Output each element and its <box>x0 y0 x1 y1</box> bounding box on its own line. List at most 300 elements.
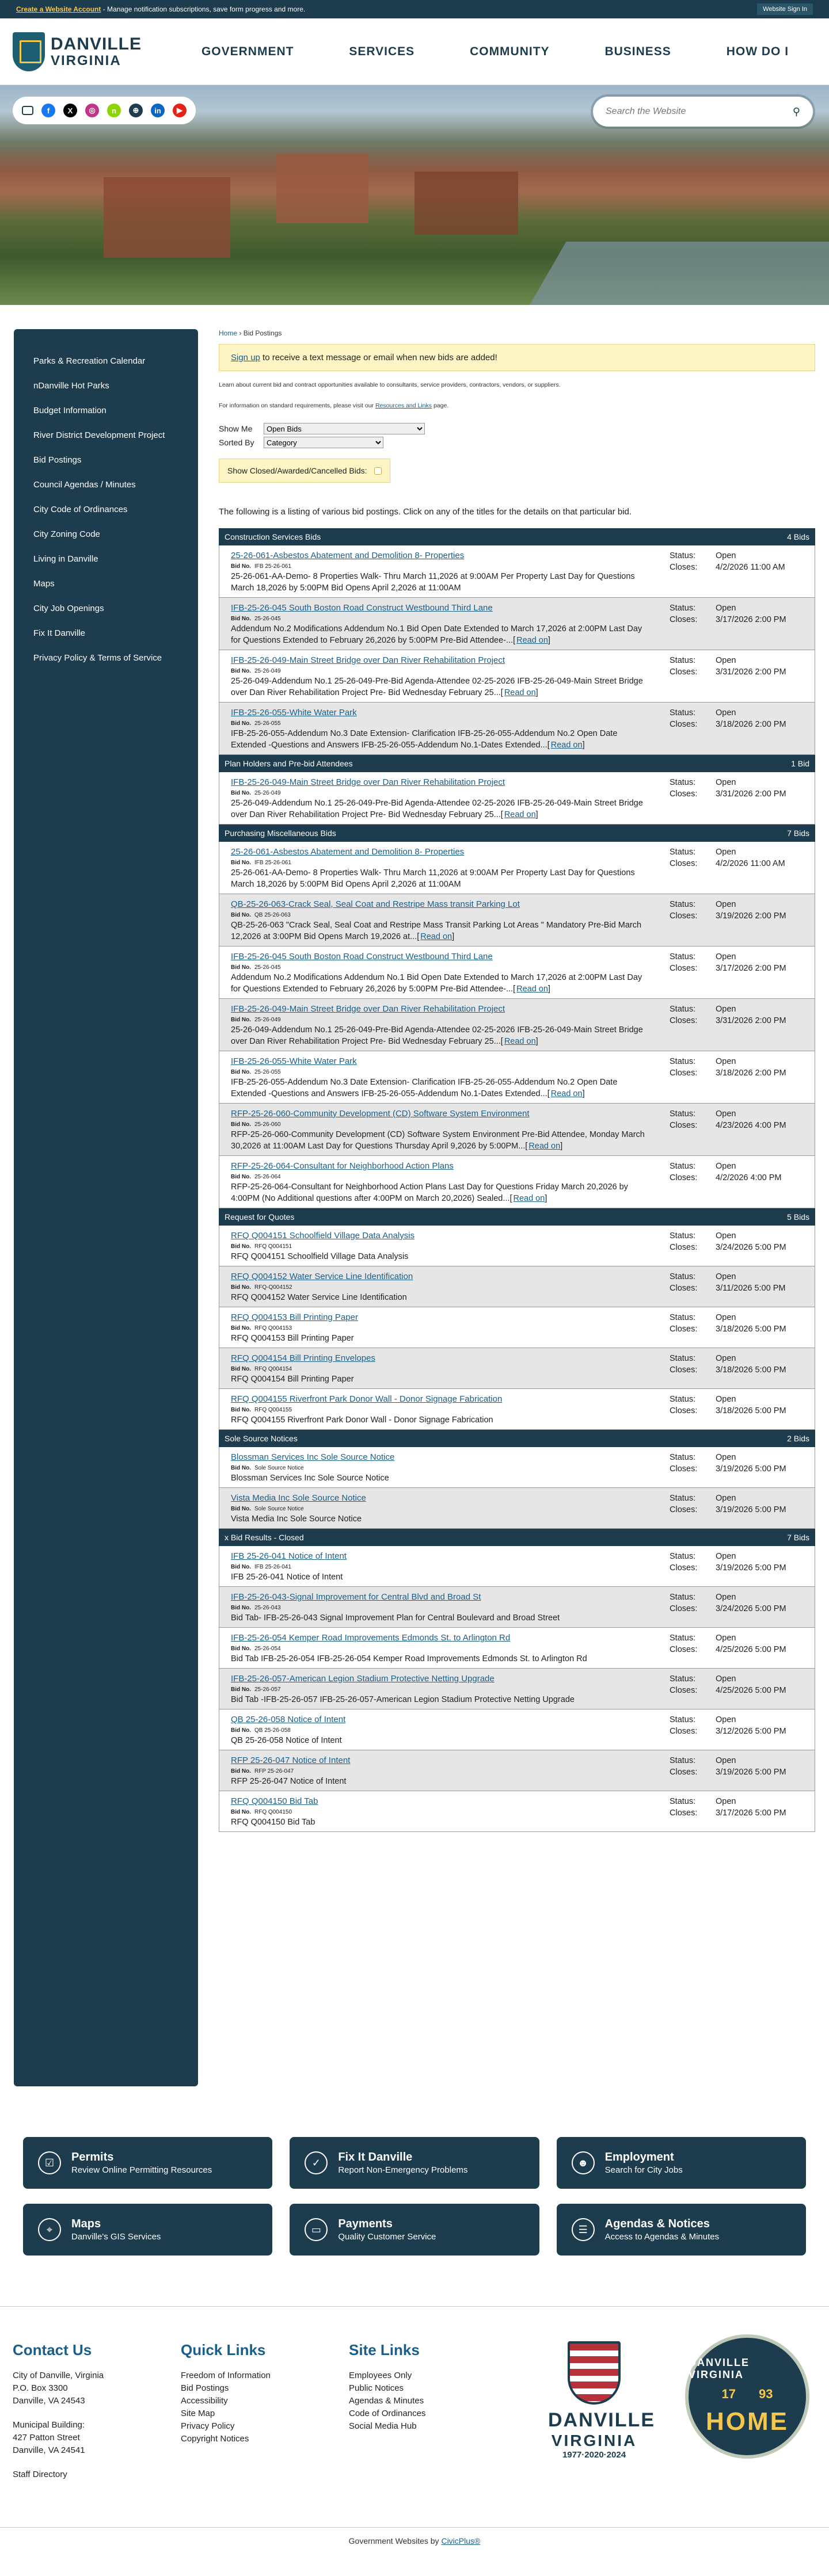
quick-link[interactable]: Accessibility <box>181 2396 228 2406</box>
bid-status <box>670 1271 808 1303</box>
quick-link[interactable]: Site Map <box>181 2409 215 2418</box>
filters <box>219 423 815 448</box>
closes-label: Closes: <box>670 667 698 677</box>
sidebar-item[interactable]: nDanville Hot Parks <box>33 381 109 391</box>
bid-description-text: IFB-25-26-055-Addendum No.3 Date Extension- Clarification IFB-25-26-055-Addendum No.2 Open Date Extended -Questions and Answers IFB-25-26-055-Addendum No.1-Dates Extended... <box>231 1078 618 1098</box>
bid-row <box>219 1669 815 1709</box>
bid-title-link[interactable]: IFB-25-26-043-Signal Improvement for Central Blvd and Broad St <box>231 1592 481 1602</box>
main-navigation <box>174 45 816 59</box>
home-seal-year1: 17 <box>721 2387 736 2401</box>
closes-value: 3/18/2026 2:00 PM <box>716 1068 786 1078</box>
bid-number-label: Bid No. <box>231 1506 251 1512</box>
permits-card[interactable] <box>23 2137 272 2189</box>
breadcrumb: Home › Bid Postings <box>219 329 282 337</box>
bid-row <box>219 1447 815 1488</box>
sidebar-item[interactable]: Bid Postings <box>33 455 82 465</box>
bid-description <box>231 1333 651 1344</box>
bid-title-link[interactable]: IFB-25-26-055-White Water Park <box>231 1056 357 1066</box>
payments-card[interactable] <box>290 2204 539 2256</box>
status-value: Open <box>716 1674 736 1684</box>
closes-label: Closes: <box>670 1768 698 1777</box>
bid-row <box>219 1307 815 1348</box>
bid-title-link[interactable]: RFP-25-26-064-Consultant for Neighborhood Action Plans <box>231 1161 454 1171</box>
closes-value: 4/2/2026 4:00 PM <box>716 1173 782 1182</box>
hero-building <box>276 154 368 223</box>
bid-number-label: Bid No. <box>231 1284 251 1291</box>
status-label: Status: <box>670 1057 696 1066</box>
status-label: Status: <box>670 1756 696 1765</box>
bid-title-link[interactable]: RFP-25-26-060-Community Development (CD) Software System Environment <box>231 1109 530 1119</box>
search-icon[interactable]: ⚲ <box>792 105 800 117</box>
bid-title-link[interactable]: RFP 25-26-047 Notice of Intent <box>231 1756 351 1765</box>
status-label: Status: <box>670 1494 696 1503</box>
bid-number-label: Bid No. <box>231 790 251 796</box>
sidebar-item[interactable]: Budget Information <box>33 406 107 415</box>
seal-years: 1977·2020·2024 <box>562 2450 626 2460</box>
bid-number <box>231 1069 651 1075</box>
closes-value: 3/18/2026 2:00 PM <box>716 720 786 729</box>
card-title: Employment <box>604 2151 674 2163</box>
status-label: Status: <box>670 1313 696 1322</box>
bid-description <box>231 1694 651 1705</box>
bid-number <box>231 1121 651 1128</box>
bid-category <box>219 528 815 755</box>
bid-title-link[interactable]: RFQ Q004152 Water Service Line Identification <box>231 1272 413 1281</box>
read-on-link[interactable]: Read on <box>516 636 548 645</box>
bid-status <box>670 899 808 942</box>
youtube-icon[interactable]: ▶ <box>173 104 187 117</box>
bid-row <box>219 1156 815 1208</box>
closes-value: 3/31/2026 2:00 PM <box>716 667 786 677</box>
bid-number-label: Bid No. <box>231 1174 251 1180</box>
bid-title-link[interactable]: IFB-25-26-049-Main Street Bridge over Dan River Rehabilitation Project <box>231 777 505 787</box>
show-closed-toggle <box>219 459 390 483</box>
bid-number-label: Bid No. <box>231 964 251 971</box>
fix-it-danville-card[interactable] <box>290 2137 539 2189</box>
bid-number <box>231 1686 651 1693</box>
bid-description-text: RFQ Q004155 Riverfront Park Donor Wall - Donor Signage Fabrication <box>231 1415 493 1425</box>
nav-how-do-i[interactable]: HOW DO I <box>726 44 789 58</box>
bid-title-link[interactable]: RFQ Q004154 Bill Printing Envelopes <box>231 1353 375 1363</box>
bid-description-text: RFP 25-26-047 Notice of Intent <box>231 1777 347 1786</box>
category-name[interactable]: Construction Services Bids <box>225 532 321 541</box>
bid-number-label: Bid No. <box>231 860 251 866</box>
bid-number-value: 25-26-049 <box>254 790 281 796</box>
closes-label: Closes: <box>670 1121 698 1130</box>
bid-number <box>231 720 651 727</box>
bid-number-value: 25-26-043 <box>254 1605 281 1611</box>
sorted-by-label: Sorted By <box>219 438 254 447</box>
bid-title-link[interactable]: QB-25-26-063-Crack Seal, Seal Coat and Restripe Mass transit Parking Lot <box>231 899 520 909</box>
bid-number-label: Bid No. <box>231 1407 251 1413</box>
status-value: Open <box>716 1057 736 1066</box>
listing-intro: The following is a listing of various bid postings. Click on any of the titles for the details on that particular bid. <box>219 507 632 517</box>
sidebar-item[interactable]: Privacy Policy & Terms of Service <box>33 653 162 663</box>
bid-title-link[interactable]: RFQ Q004150 Bid Tab <box>231 1796 318 1806</box>
bid-description-text: IFB-25-26-055-Addendum No.3 Date Extension- Clarification IFB-25-26-055-Addendum No.2 Open Date Extended -Questions and Answers IFB-25-26-055-Addendum No.1-Dates Extended... <box>231 729 618 750</box>
bid-description-text: 25-26-049-Addendum No.1 25-26-049-Pre-Bid Agenda-Attendee 02-25-2026 IFB-25-26-049-Main Street Bridge over Dan River Rehabilitation Project Pre- Bid Wednesday February 25... <box>231 677 643 697</box>
category-header <box>219 825 815 842</box>
intro-small: Learn about current bid and contract opportunities available to consultants, service providers, contractors, vendors, or suppliers. <box>219 381 561 388</box>
bid-number <box>231 1465 651 1471</box>
category-name[interactable]: Plan Holders and Pre-bid Attendees <box>225 759 353 768</box>
bid-row <box>219 1389 815 1430</box>
x-twitter-icon[interactable]: X <box>63 104 77 117</box>
bid-number <box>231 1325 651 1331</box>
bid-number-label: Bid No. <box>231 1564 251 1570</box>
bid-description <box>231 1735 651 1746</box>
bid-number <box>231 1564 651 1570</box>
bid-number <box>231 1605 651 1611</box>
bid-number-label: Bid No. <box>231 1366 251 1372</box>
site-link[interactable]: Code of Ordinances <box>349 2409 426 2418</box>
closes-label: Closes: <box>670 1808 698 1818</box>
read-on-link[interactable]: Read on <box>504 810 536 819</box>
signup-text: to receive a text message or email when new bids are added! <box>260 353 497 362</box>
bid-number-label: Bid No. <box>231 563 251 570</box>
home-seal-top: DANVILLE VIRGINIA <box>689 2357 750 2380</box>
closes-label: Closes: <box>670 911 698 921</box>
signup-link[interactable]: Sign up <box>231 353 260 362</box>
bid-number-label: Bid No. <box>231 1017 251 1023</box>
read-on-link[interactable]: Read on <box>550 1089 583 1098</box>
bid-category <box>219 1208 815 1430</box>
email-icon[interactable] <box>22 106 33 115</box>
sidebar-item[interactable]: City Code of Ordinances <box>33 505 128 514</box>
home-seal-year2: 93 <box>759 2387 773 2401</box>
read-on-link[interactable]: Read on <box>528 1142 561 1151</box>
bid-description: RFP-25-26-060-Community Development (CD) Software System Environment Pre-Bid Attendee, Monday March 30,2026 at 11:00AM Last Day for Questions Thursday April 9,2026 by 5:00PM...[ Read on] <box>231 1130 645 1151</box>
bid-description-text: RFQ Q004154 Bill Printing Paper <box>231 1375 354 1384</box>
closes-label: Closes: <box>670 1727 698 1736</box>
bid-title-link[interactable]: IFB-25-26-049-Main Street Bridge over Dan River Rehabilitation Project <box>231 1004 505 1014</box>
bid-description-text: RFQ Q004150 Bid Tab <box>231 1818 315 1827</box>
status-label: Status: <box>670 604 696 613</box>
status-value: Open <box>716 1162 736 1171</box>
bid-row <box>219 772 815 825</box>
card-subtitle: Search for City Jobs <box>604 2165 683 2175</box>
site-footer <box>0 2306 829 2554</box>
bid-status <box>670 1632 808 1665</box>
bid-number <box>231 1768 651 1774</box>
sidebar-item[interactable]: Council Agendas / Minutes <box>33 480 136 490</box>
requirements-text: For information on standard requirements, please visit our <box>219 402 375 409</box>
bid-title-link[interactable]: RFQ Q004153 Bill Printing Paper <box>231 1312 358 1322</box>
closes-value: 3/24/2026 5:00 PM <box>716 1243 786 1252</box>
bid-number-value: 25-26-054 <box>254 1646 281 1652</box>
bid-title-link[interactable]: 25-26-061-Asbestos Abatement and Demolition 8- Properties <box>231 551 465 560</box>
status-value: Open <box>716 1231 736 1241</box>
bid-description-text: 25-26-061-AA-Demo- 8 Properties Walk- Thru March 11,2026 at 9:00AM Per Property Last Day for Questions March 18,2026 by 5:00PM Bid Opens April 2,2026 at 11:00AM <box>231 572 635 593</box>
bid-status <box>670 1796 808 1828</box>
resources-link[interactable]: Resources and Links <box>375 402 432 409</box>
employment-card[interactable] <box>557 2137 806 2189</box>
bid-title-link[interactable]: RFQ Q004151 Schoolfield Village Data Analysis <box>231 1231 415 1241</box>
bid-title-link[interactable]: Blossman Services Inc Sole Source Notice <box>231 1452 395 1462</box>
sidebar-item[interactable]: Fix It Danville <box>33 628 86 638</box>
read-on-link[interactable]: Read on <box>516 984 548 994</box>
quick-link[interactable]: Privacy Policy <box>181 2421 235 2431</box>
bid-row <box>219 842 815 894</box>
bid-number-label: Bid No. <box>231 616 251 622</box>
status-label: Status: <box>670 1797 696 1806</box>
status-value: Open <box>716 1593 736 1602</box>
bid-description-text: 25-26-049-Addendum No.1 25-26-049-Pre-Bid Agenda-Attendee 02-25-2026 IFB-25-26-049-Main Street Bridge over Dan River Rehabilitation Project Pre- Bid Wednesday February 25... <box>231 799 643 819</box>
sidebar-item[interactable]: Parks & Recreation Calendar <box>33 356 146 366</box>
category-name[interactable]: Sole Source Notices <box>225 1434 298 1443</box>
closes-value: 3/17/2026 5:00 PM <box>716 1808 786 1818</box>
category-name[interactable]: Request for Quotes <box>225 1212 295 1222</box>
employment-icon: ☻ <box>572 2151 595 2174</box>
bid-status <box>670 707 808 751</box>
bid-title-link[interactable]: IFB-25-26-049-Main Street Bridge over Dan River Rehabilitation Project <box>231 655 505 665</box>
read-on-link[interactable]: Read on <box>420 932 452 941</box>
logo-shield-icon <box>13 32 45 71</box>
status-value: Open <box>716 1395 736 1404</box>
bid-status <box>670 1673 808 1705</box>
breadcrumb-home[interactable]: Home <box>219 329 238 337</box>
nextdoor-icon[interactable]: n <box>107 104 121 117</box>
bid-description-text: Blossman Services Inc Sole Source Notice <box>231 1474 389 1483</box>
facebook-icon[interactable]: f <box>41 104 55 117</box>
closes-value: 3/17/2026 2:00 PM <box>716 964 786 973</box>
category-count: 1 Bid <box>791 759 809 768</box>
show-me-label: Show Me <box>219 424 253 433</box>
sidebar-item[interactable]: Living in Danville <box>33 554 98 564</box>
bid-number-value: RFQ Q004150 <box>254 1809 292 1815</box>
nav-government[interactable]: GOVERNMENT <box>201 44 294 58</box>
bid-status <box>670 1714 808 1746</box>
create-account-link[interactable]: Create a Website Account <box>16 5 101 13</box>
closes-value: 3/24/2026 5:00 PM <box>716 1604 786 1613</box>
agendas-icon: ☰ <box>572 2218 595 2241</box>
status-label: Status: <box>670 900 696 909</box>
site-link[interactable]: Social Media Hub <box>349 2421 417 2431</box>
bid-row <box>219 598 815 650</box>
bid-description <box>231 1292 651 1303</box>
bid-number-value: Sole Source Notice <box>254 1465 304 1471</box>
bid-description-text: RFQ Q004153 Bill Printing Paper <box>231 1334 354 1343</box>
quick-link[interactable]: Copyright Notices <box>181 2434 249 2444</box>
category-header <box>219 1208 815 1226</box>
bid-number <box>231 616 651 622</box>
sidebar-item[interactable]: Maps <box>33 579 55 589</box>
bid-row <box>219 703 815 755</box>
category-name[interactable]: x Bid Results - Closed <box>225 1533 304 1542</box>
sidebar-item[interactable]: River District Development Project <box>33 430 165 440</box>
sidebar-item[interactable]: City Job Openings <box>33 604 104 613</box>
civicplus-link[interactable]: CivicPlus® <box>441 2536 481 2546</box>
category-count: 7 Bids <box>787 829 809 838</box>
read-on-link[interactable]: Read on <box>550 741 583 750</box>
bid-number-label: Bid No. <box>231 1686 251 1693</box>
status-label: Status: <box>670 1552 696 1561</box>
bid-description-text: 25-26-061-AA-Demo- 8 Properties Walk- Thru March 11,2026 at 9:00AM Per Property Last Day for Questions March 18,2026 by 5:00PM Bid Opens April 2,2026 at 11:00AM <box>231 868 635 889</box>
closes-value: 3/18/2026 5:00 PM <box>716 1325 786 1334</box>
bid-row <box>219 1709 815 1750</box>
bid-number-value: RFQ-Q004152 <box>254 1284 292 1291</box>
sorted-by-select[interactable] <box>264 437 383 448</box>
bid-status <box>670 1230 808 1262</box>
bid-description: 25-26-049-Addendum No.1 25-26-049-Pre-Bid Agenda-Attendee 02-25-2026 IFB-25-26-049-Main Street Bridge over Dan River Rehabilitation Project Pre- Bid Wednesday February 25...[ Read on] <box>231 677 643 697</box>
nav-services[interactable]: SERVICES <box>349 44 415 58</box>
site-link[interactable]: Agendas & Minutes <box>349 2396 424 2406</box>
bid-description-text: IFB 25-26-041 Notice of Intent <box>231 1573 343 1582</box>
site-link[interactable]: Employees Only <box>349 2371 412 2380</box>
bid-description-text: RFP-25-26-060-Community Development (CD) Software System Environment Pre-Bid Attendee, Monday March 30,2026 at 11:00AM Last Day for Questions Thursday April 9,2026 by 5:00PM... <box>231 1130 645 1151</box>
category-name[interactable]: Purchasing Miscellaneous Bids <box>225 829 336 838</box>
contact-title: Contact Us <box>13 2341 92 2359</box>
status-label: Status: <box>670 1109 696 1119</box>
linkedin-icon[interactable]: in <box>151 104 165 117</box>
bid-title-link[interactable]: IFB-25-26-045 South Boston Road Construct Westbound Third Lane <box>231 603 493 613</box>
contact-line: Danville, VA 24543 <box>13 2396 85 2406</box>
bid-description <box>231 571 651 594</box>
bid-row <box>219 1628 815 1669</box>
bid-status <box>670 1003 808 1047</box>
closes-value: 3/19/2026 5:00 PM <box>716 1768 786 1777</box>
search-input[interactable] <box>606 106 778 117</box>
bid-description: Addendum No.2 Modifications Addendum No.1 Bid Open Date Extended to March 17,2026 at 2:00PM Last Day for Questions Extended to February 26,2026 by 5:00PM Pre-Bid Attendee-...[ Read on] <box>231 973 642 994</box>
bid-title-link[interactable]: IFB-25-26-045 South Boston Road Construct Westbound Third Lane <box>231 952 493 961</box>
status-label: Status: <box>670 656 696 665</box>
bid-row <box>219 1348 815 1389</box>
bid-status <box>670 1493 808 1525</box>
closes-label: Closes: <box>670 1604 698 1613</box>
bid-title-link[interactable]: Vista Media Inc Sole Source Notice <box>231 1493 366 1503</box>
bid-description <box>231 1653 651 1665</box>
bid-row <box>219 1587 815 1628</box>
maps-card[interactable] <box>23 2204 272 2256</box>
card-subtitle: Access to Agendas & Minutes <box>604 2232 720 2242</box>
contact-column <box>13 2341 181 2481</box>
instagram-icon[interactable]: ◎ <box>85 104 99 117</box>
bid-title-link[interactable]: IFB-25-26-055-White Water Park <box>231 708 357 718</box>
closes-label: Closes: <box>670 1016 698 1025</box>
site-links-column <box>349 2341 517 2481</box>
status-value: Open <box>716 604 736 613</box>
nav-community[interactable]: COMMUNITY <box>470 44 550 58</box>
contact-line: City of Danville, Virginia <box>13 2371 104 2380</box>
bid-title-link[interactable]: QB 25-26-058 Notice of Intent <box>231 1715 346 1724</box>
status-value: Open <box>716 1005 736 1014</box>
bid-number-value: 25-26-049 <box>254 1017 281 1023</box>
bid-description-text: Vista Media Inc Sole Source Notice <box>231 1514 362 1524</box>
agendas-card[interactable] <box>557 2204 806 2256</box>
show-closed-checkbox[interactable] <box>374 467 382 475</box>
bid-number-label: Bid No. <box>231 1768 251 1774</box>
status-label: Status: <box>670 778 696 787</box>
signup-notice <box>219 344 815 371</box>
bid-title-link[interactable]: IFB-25-26-054 Kemper Road Improvements Edmonds St. to Arlington Rd <box>231 1633 511 1643</box>
closes-label: Closes: <box>670 1464 698 1474</box>
card-subtitle: Quality Customer Service <box>338 2232 436 2242</box>
status-value: Open <box>716 1797 736 1806</box>
status-value: Open <box>716 708 736 718</box>
read-on-link[interactable]: Read on <box>504 1037 536 1046</box>
city-logo[interactable] <box>13 32 151 71</box>
sidebar-menu <box>14 329 198 2086</box>
bid-number-label: Bid No. <box>231 720 251 727</box>
bid-number-value: IFB 25-26-041 <box>254 1564 291 1570</box>
bid-number-value: Sole Source Notice <box>254 1506 304 1512</box>
bid-number <box>231 860 651 866</box>
contact-line: Danville, VA 24541 <box>13 2445 85 2455</box>
bid-number <box>231 1727 651 1734</box>
sign-in-button[interactable]: Website Sign In <box>757 3 813 15</box>
bid-status <box>670 1755 808 1787</box>
show-me-select[interactable] <box>264 423 425 434</box>
bid-title-link[interactable]: RFQ Q004155 Riverfront Park Donor Wall - Donor Signage Fabrication <box>231 1394 503 1404</box>
bid-description <box>231 867 651 890</box>
contact-line: Municipal Building: <box>13 2420 85 2430</box>
requirements-note <box>219 402 815 409</box>
read-on-link[interactable]: Read on <box>504 688 536 697</box>
bid-title-link[interactable]: IFB-25-26-057-American Legion Stadium Protective Netting Upgrade <box>231 1674 495 1684</box>
bid-description: 25-26-049-Addendum No.1 25-26-049-Pre-Bid Agenda-Attendee 02-25-2026 IFB-25-26-049-Main Street Bridge over Dan River Rehabilitation Project Pre- Bid Wednesday February 25...[ Read on] <box>231 1025 643 1046</box>
bid-number <box>231 668 651 674</box>
status-value: Open <box>716 1354 736 1363</box>
bid-status <box>670 1056 808 1100</box>
status-value: Open <box>716 848 736 857</box>
closes-label: Closes: <box>670 964 698 973</box>
bid-description <box>231 1472 651 1484</box>
logo-line2: VIRGINIA <box>51 52 121 68</box>
closes-label: Closes: <box>670 859 698 868</box>
site-link[interactable]: Public Notices <box>349 2383 404 2393</box>
bid-description-text: Bid Tab -IFB-25-26-057 IFB-25-26-057-American Legion Stadium Protective Netting Upgrade <box>231 1695 575 1704</box>
bid-row <box>219 650 815 703</box>
quick-link[interactable]: Freedom of Information <box>181 2371 271 2380</box>
site-header <box>0 18 829 85</box>
read-on-link[interactable]: Read on <box>513 1194 545 1203</box>
card-subtitle: Review Online Permitting Resources <box>71 2165 212 2175</box>
closes-value: 3/12/2026 5:00 PM <box>716 1727 786 1736</box>
account-alert <box>16 5 305 13</box>
alert-text: - Manage notification subscriptions, save form progress and more. <box>101 5 306 13</box>
closes-value: 3/19/2026 5:00 PM <box>716 1563 786 1573</box>
nav-business[interactable]: BUSINESS <box>604 44 671 58</box>
contact-line: P.O. Box 3300 <box>13 2383 68 2393</box>
closes-label: Closes: <box>670 1563 698 1573</box>
bid-number <box>231 1407 651 1413</box>
bid-number <box>231 1506 651 1512</box>
fix-it-danville-icon: ✓ <box>305 2151 328 2174</box>
bid-status <box>670 1551 808 1583</box>
status-label: Status: <box>670 1395 696 1404</box>
bid-number-label: Bid No. <box>231 1121 251 1128</box>
bid-status <box>670 846 808 890</box>
bid-number-value: 25-26-045 <box>254 964 281 971</box>
bid-number-value: RFQ Q004153 <box>254 1325 292 1331</box>
website-icon[interactable]: ⊕ <box>129 104 143 117</box>
quick-link[interactable]: Bid Postings <box>181 2383 229 2393</box>
staff-directory-link[interactable]: Staff Directory <box>13 2470 67 2479</box>
bid-title-link[interactable]: IFB 25-26-041 Notice of Intent <box>231 1551 347 1561</box>
closes-value: 3/18/2026 5:00 PM <box>716 1406 786 1415</box>
closes-value: 3/31/2026 2:00 PM <box>716 1016 786 1025</box>
status-label: Status: <box>670 1231 696 1241</box>
status-value: Open <box>716 1552 736 1561</box>
bid-number-label: Bid No. <box>231 1809 251 1815</box>
closes-label: Closes: <box>670 1365 698 1375</box>
closes-value: 3/19/2026 5:00 PM <box>716 1505 786 1514</box>
hero-banner <box>0 85 829 305</box>
bid-row <box>219 1051 815 1104</box>
sidebar-item[interactable]: City Zoning Code <box>33 529 100 539</box>
status-label: Status: <box>670 1162 696 1171</box>
bid-title-link[interactable]: 25-26-061-Asbestos Abatement and Demolition 8- Properties <box>231 847 465 857</box>
